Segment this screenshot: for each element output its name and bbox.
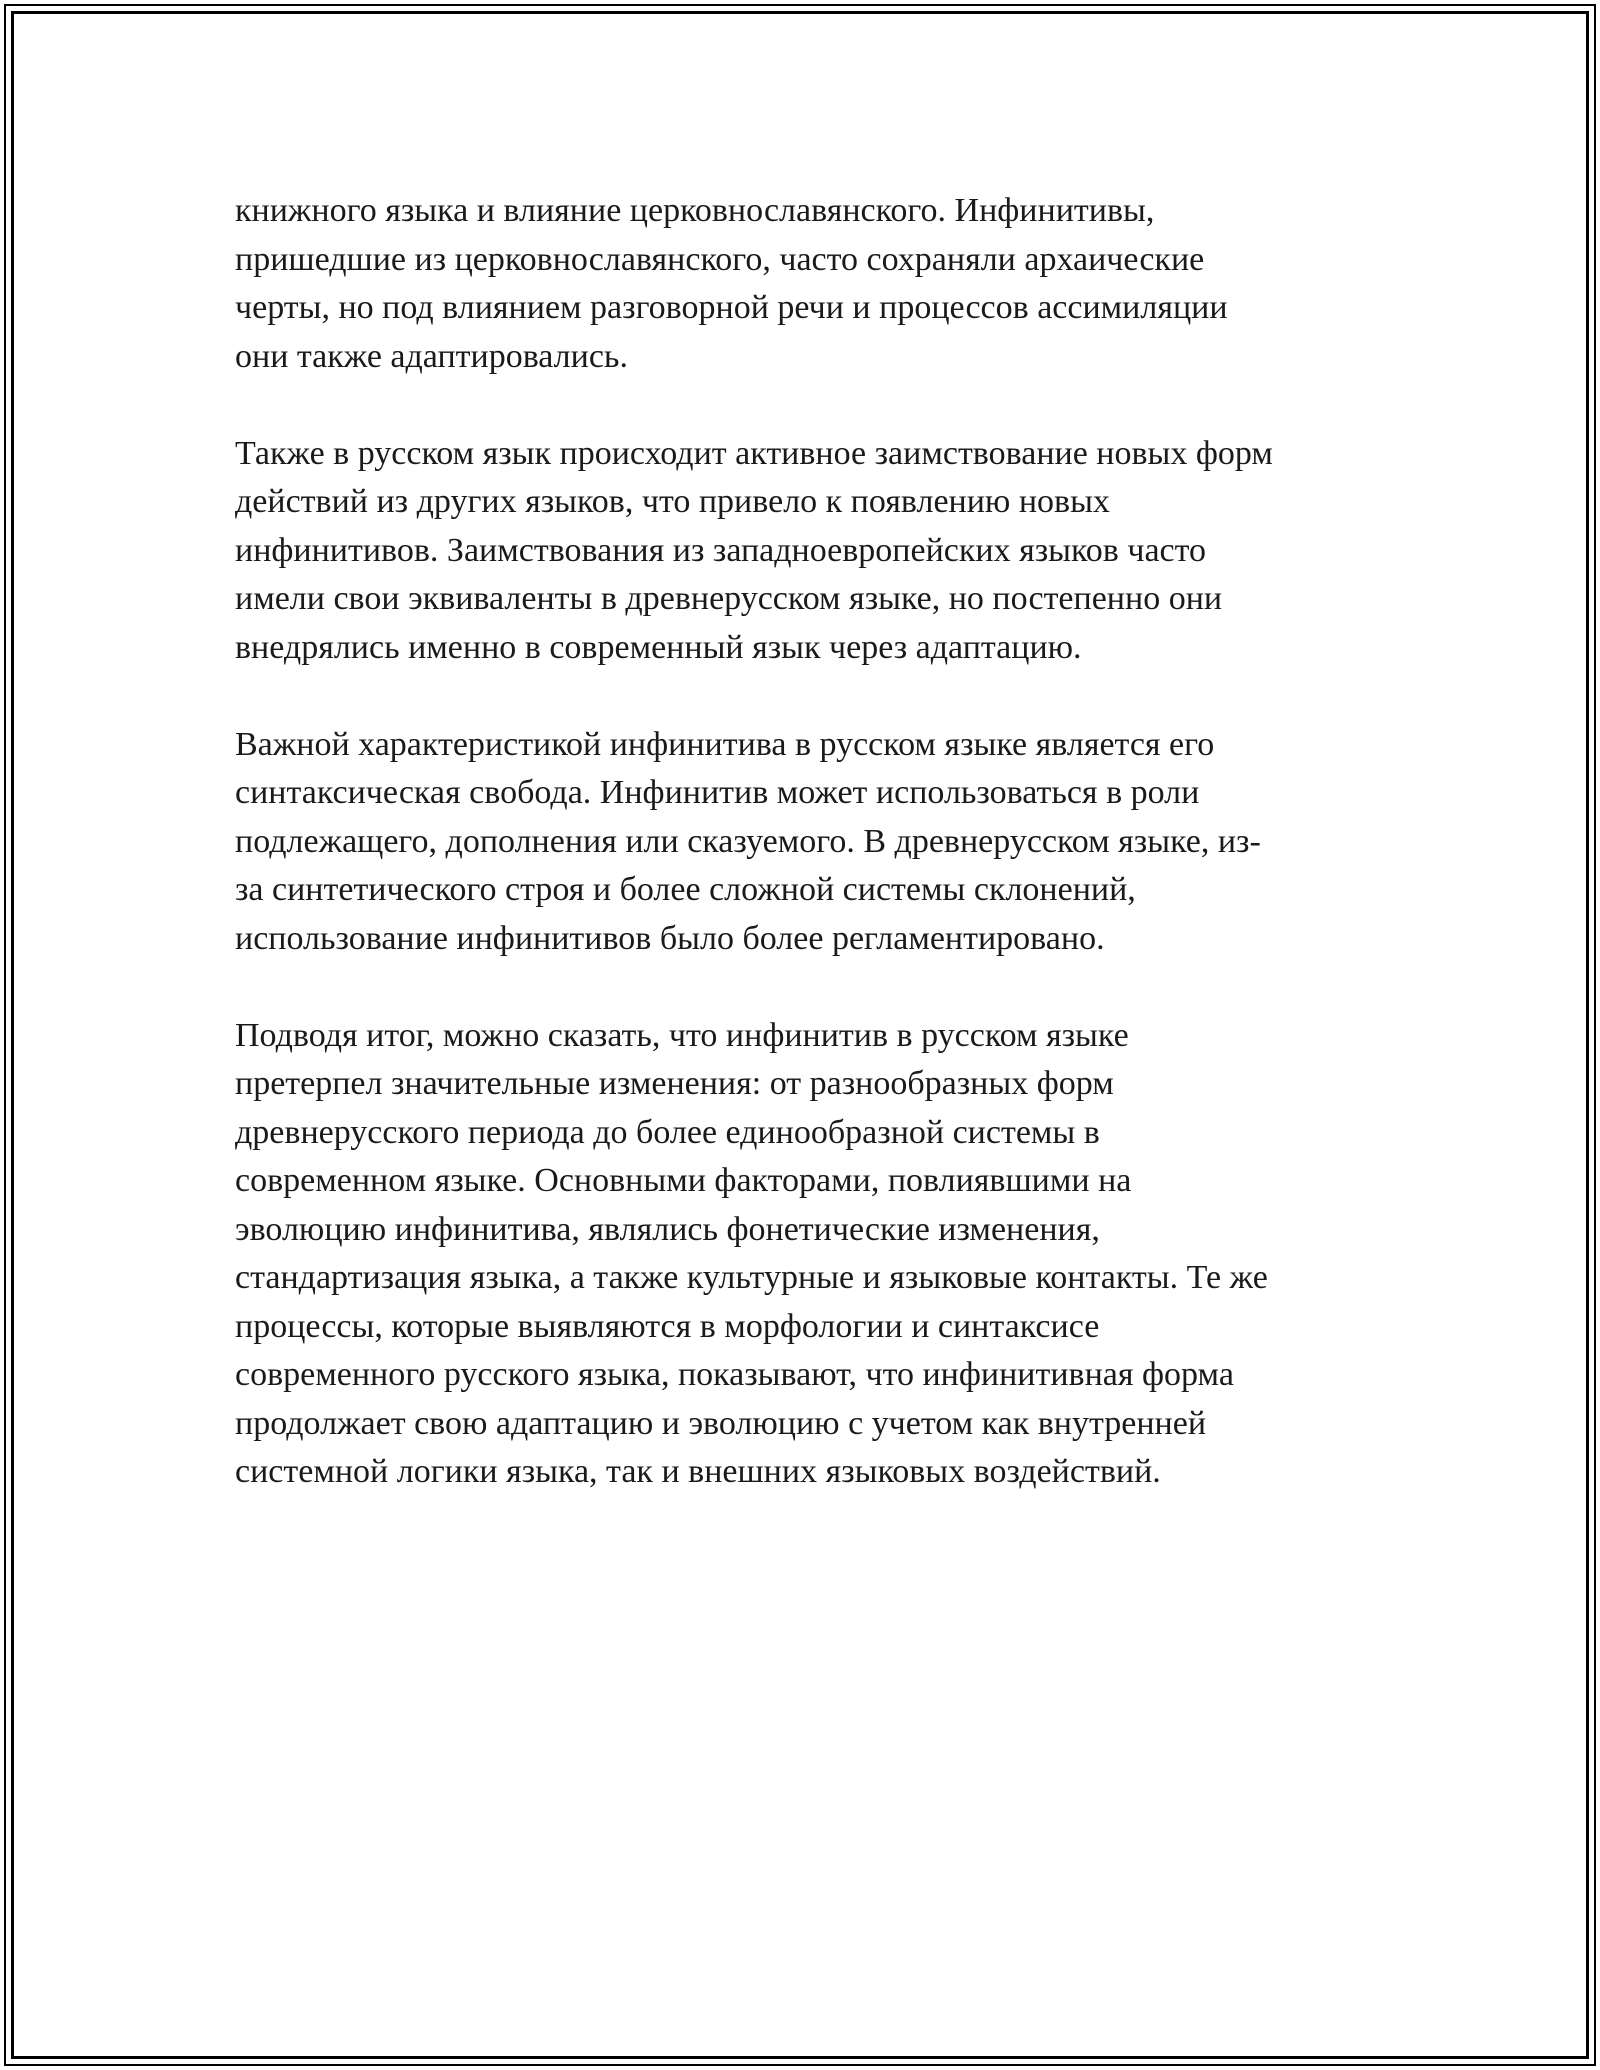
text-line: современном языке. Основными факторами, повлиявшими на: [235, 1162, 1132, 1199]
text-line: древнерусского периода до более единообразной системы в: [235, 1113, 1100, 1151]
text-line: за синтетического строя и более сложной системы склонений,: [235, 871, 1136, 908]
text-line: стандартизация языка, а также культурные и языковые контакты. Те же: [235, 1259, 1268, 1296]
document-body: [235, 187, 1375, 1545]
text-line: Также в русском язык происходит активное заимствование новых форм: [235, 434, 1273, 472]
text-line: использование инфинитивов было более регламентировано.: [235, 919, 1105, 957]
text-line: пришедшие из церковнославянского, часто сохраняли архаические: [235, 240, 1205, 278]
text-line: внедрялись именно в современный язык через адаптацию.: [235, 628, 1082, 666]
paragraph-1: [235, 187, 1375, 381]
text-line: имели свои эквиваленты в древнерусском языке, но постепенно они: [235, 580, 1223, 617]
text-line: Важной характеристикой инфинитива в русском языке является его: [235, 725, 1215, 763]
text-line: действий из других языков, что привело к появлению новых: [235, 483, 1110, 520]
text-line: черты, но под влиянием разговорной речи и процессов ассимиляции: [235, 289, 1228, 326]
text-line: Подводя итог, можно сказать, что инфинитив в русском языке: [235, 1016, 1129, 1054]
paragraph-4: [235, 1012, 1375, 1497]
text-line: книжного языка и влияние церковнославянского. Инфинитивы,: [235, 192, 1155, 229]
text-line: современного русского языка, показывают, что инфинитивная форма: [235, 1356, 1234, 1393]
text-line: синтаксическая свобода. Инфинитив может использоваться в роли: [235, 774, 1200, 811]
text-line: процессы, которые выявляются в морфологии и синтаксисе: [235, 1307, 1100, 1345]
text-line: системной логики языка, так и внешних языковых воздействий.: [235, 1453, 1161, 1490]
text-line: претерпел значительные изменения: от разнообразных форм: [235, 1065, 1114, 1102]
text-line: продолжает свою адаптацию и эволюцию с учетом как внутренней: [235, 1404, 1207, 1442]
text-line: эволюцию инфинитива, являлись фонетические изменения,: [235, 1210, 1100, 1248]
paragraph-3: [235, 721, 1375, 964]
text-line: они также адаптировались.: [235, 337, 628, 375]
paragraph-2: [235, 430, 1375, 673]
text-line: подлежащего, дополнения или сказуемого. В древнерусском языке, из-: [235, 822, 1261, 860]
text-line: инфинитивов. Заимствования из западноевропейских языков часто: [235, 531, 1207, 569]
